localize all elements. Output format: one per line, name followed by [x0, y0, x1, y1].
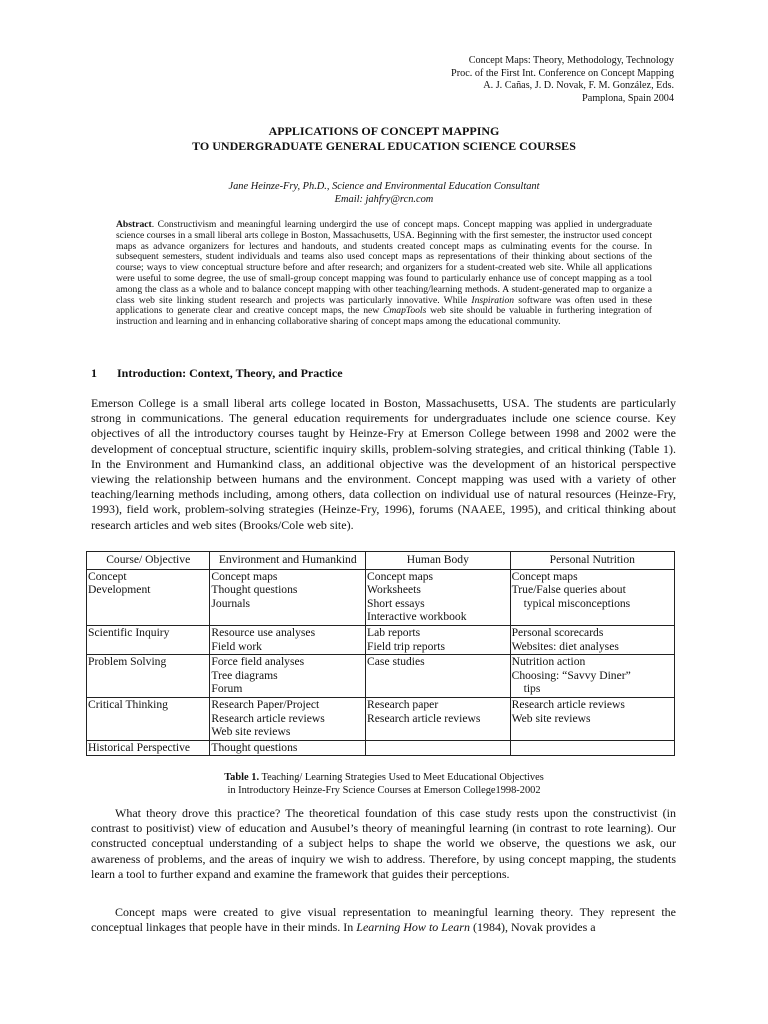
- cell-line: Worksheets: [367, 583, 421, 597]
- environment-cell: [210, 740, 366, 756]
- cell-line: Websites: diet analyses: [511, 639, 619, 653]
- header-line: Proc. of the First Int. Conference on Concept Mapping: [451, 67, 674, 79]
- column-header: Course/ Objective: [87, 552, 210, 570]
- cell-line: Choosing: “Savvy Diner”: [511, 668, 631, 682]
- caption-label: Table 1.: [224, 772, 260, 783]
- section-heading: [91, 366, 343, 381]
- author-email: Email: jahfry@rcn.com: [334, 194, 434, 205]
- theory-paragraph: What theory drove this practice? The theoretical foundation of this case study rests upon the constructivist (in contrast to positivist) view of education and Ausubel’s theory of meaningful learning (in contrast to rote learning). Our constructed conceptual understanding of a subject helps to shape the world we observe, the questions we ask, our awareness of problems, and the areas of inquiry we wish to address. Therefore, by using concept mapping, the students learn a tool to further expand and examine the framework that guides their perceptions.: [91, 806, 676, 881]
- header-line: Concept Maps: Theory, Methodology, Technology: [468, 55, 674, 66]
- nutrition-cell: [510, 625, 674, 654]
- objective-cell: [87, 740, 210, 756]
- cell-line: Nutrition action: [511, 655, 586, 669]
- title-line: APPLICATIONS OF CONCEPT MAPPING: [268, 124, 500, 138]
- cell-line: Forum: [211, 682, 243, 696]
- cell-line: Research article reviews: [211, 711, 325, 725]
- cell-line: typical misconceptions: [523, 596, 631, 610]
- cell-line: Interactive workbook: [367, 610, 467, 624]
- title-line: TO UNDERGRADUATE GENERAL EDUCATION SCIENCE COURSES: [192, 139, 576, 153]
- cell-line: Tree diagrams: [211, 668, 278, 682]
- cell-line: tips: [523, 682, 541, 696]
- cell-line: Thought questions: [211, 583, 298, 597]
- header-line: Pamplona, Spain 2004: [582, 92, 674, 104]
- column-header: Human Body: [366, 552, 511, 570]
- human-body-cell: [366, 569, 511, 625]
- abstract-software-name: Inspiration: [471, 294, 515, 306]
- human-body-cell: [366, 697, 511, 740]
- human-body-cell: [366, 625, 511, 654]
- table-row: [87, 740, 675, 756]
- cell-line: Field work: [211, 639, 262, 653]
- paragraph-text: Concept maps were created to give visual representation to meaningful learning theory. They represent the conceptual linkages that people have in their minds. In: [91, 905, 676, 935]
- objective-cell: [87, 655, 210, 698]
- cell-line: Case studies: [367, 655, 425, 669]
- section-number: 1: [91, 366, 97, 380]
- author-block: [0, 180, 768, 206]
- cell-line: Web site reviews: [511, 711, 591, 725]
- table-row: [87, 625, 675, 654]
- cell-line: Journals: [211, 596, 251, 610]
- cell-line: Research Paper/Project: [211, 697, 320, 711]
- nutrition-cell: [510, 655, 674, 698]
- cell-line: Concept maps: [211, 569, 278, 583]
- objective-cell: [87, 625, 210, 654]
- objective-cell: [87, 697, 210, 740]
- table-row: [87, 697, 675, 740]
- section-title: Introduction: Context, Theory, and Practice: [117, 366, 343, 380]
- concept-maps-paragraph: [91, 905, 676, 935]
- cell-line: Concept maps: [511, 569, 578, 583]
- human-body-cell: [366, 740, 511, 756]
- cell-line: Problem Solving: [88, 655, 167, 669]
- cell-line: Web site reviews: [211, 725, 291, 739]
- cell-line: Research article reviews: [511, 697, 625, 711]
- cell-line: Development: [88, 583, 151, 597]
- caption-line: in Introductory Heinze-Fry Science Courses at Emerson College1998-2002: [227, 784, 541, 796]
- cell-line: True/False queries about: [511, 583, 626, 597]
- objective-cell: [87, 569, 210, 625]
- column-header: Personal Nutrition: [510, 552, 674, 570]
- cell-line: Resource use analyses: [211, 625, 316, 639]
- abstract: [116, 220, 652, 328]
- cell-line: Short essays: [367, 596, 425, 610]
- cell-line: Lab reports: [367, 625, 421, 639]
- nutrition-cell: [510, 569, 674, 625]
- abstract-label: Abstract: [116, 219, 152, 230]
- abstract-software-name: CmapTools: [382, 305, 427, 317]
- abstract-text: . Constructivism and meaningful learning undergird the use of concept maps. Concept mapping was applied in undergraduate science courses in a small liberal arts college in Boston, Massachusetts, USA. Beginning with the first semester, the instructor used concept maps as advance organizers for lectures and handouts, and students created concept maps as culminating events for the course. In subsequent semesters, student individuals and teams also used concept maps as representations of their thinking about sections of the course; ways to view conceptual structure before and after research; and organizers for a student-created web site. While all applications were useful to some degree, the use of small-group concept mapping was found to particularly enhance use of concept mapping as a tool among the class as a whole and to balance concept mapping with other teaching/learning methods. A student-generated map to organize a class web site linking student research and projects was particularly innovative. While: [116, 219, 652, 306]
- abstract-text: web site should be valuable in furthering integration of instruction and learning and in enhancing collaborative sharing of concept maps among the educational community.: [116, 305, 652, 328]
- cell-line: Research article reviews: [367, 711, 481, 725]
- paper-title: [0, 124, 768, 154]
- strategies-table: [86, 551, 675, 756]
- nutrition-cell: [510, 697, 674, 740]
- author-line: Jane Heinze-Fry, Ph.D., Science and Environmental Education Consultant: [228, 181, 540, 192]
- book-title: Learning How to Learn: [356, 920, 470, 935]
- cell-line: Scientific Inquiry: [88, 625, 170, 639]
- table-row: [87, 655, 675, 698]
- environment-cell: [210, 697, 366, 740]
- table-header-row: [87, 552, 675, 570]
- environment-cell: [210, 655, 366, 698]
- human-body-cell: [366, 655, 511, 698]
- table-row: [87, 569, 675, 625]
- cell-line: Concept maps: [367, 569, 434, 583]
- cell-line: Research paper: [367, 697, 439, 711]
- paragraph-text: (1984), Novak provides a: [469, 920, 596, 935]
- cell-line: Personal scorecards: [511, 625, 604, 639]
- cell-line: Force field analyses: [211, 655, 305, 669]
- caption-line: [0, 772, 768, 785]
- abstract-text: software was often used in these applications to generate clear and creative concept maps, the new: [116, 294, 652, 317]
- header-line: A. J. Cañas, J. D. Novak, F. M. González, Eds.: [483, 80, 674, 92]
- cell-line: Concept: [88, 569, 127, 583]
- table-caption: [0, 772, 768, 797]
- nutrition-cell: [510, 740, 674, 756]
- environment-cell: [210, 569, 366, 625]
- intro-paragraph: Emerson College is a small liberal arts college located in Boston, Massachusetts, USA. The students are particularly strong in communications. The general education requirements for undergraduates include one science course. Key objectives of all the introductory courses taught by Heinze-Fry at Emerson College between 1998 and 2002 were the development of conceptual structure, scientific inquiry skills, problem-solving strategies, and critical thinking (Table 1). In the Environment and Humankind class, an additional objective was the development of an historical perspective viewing the relationship between humans and the environment. Concept mapping was used with a variety of other teaching/learning methods including, among others, data collection on individual use of natural resources (Heinze-Fry, 1993), field work, problem-solving strategies (Heinze-Fry, 1996), forums (NAAEE, 1995), and critical thinking about research articles and web sites (Brooks/Cole web site).: [91, 396, 676, 532]
- cell-line: Thought questions: [211, 740, 298, 754]
- proceedings-header: [314, 55, 674, 105]
- cell-line: Critical Thinking: [88, 697, 168, 711]
- column-header: Environment and Humankind: [210, 552, 366, 570]
- cell-line: Historical Perspective: [88, 740, 191, 754]
- cell-line: Field trip reports: [367, 639, 445, 653]
- caption-text: Teaching/ Learning Strategies Used to Meet Educational Objectives: [259, 772, 544, 783]
- environment-cell: [210, 625, 366, 654]
